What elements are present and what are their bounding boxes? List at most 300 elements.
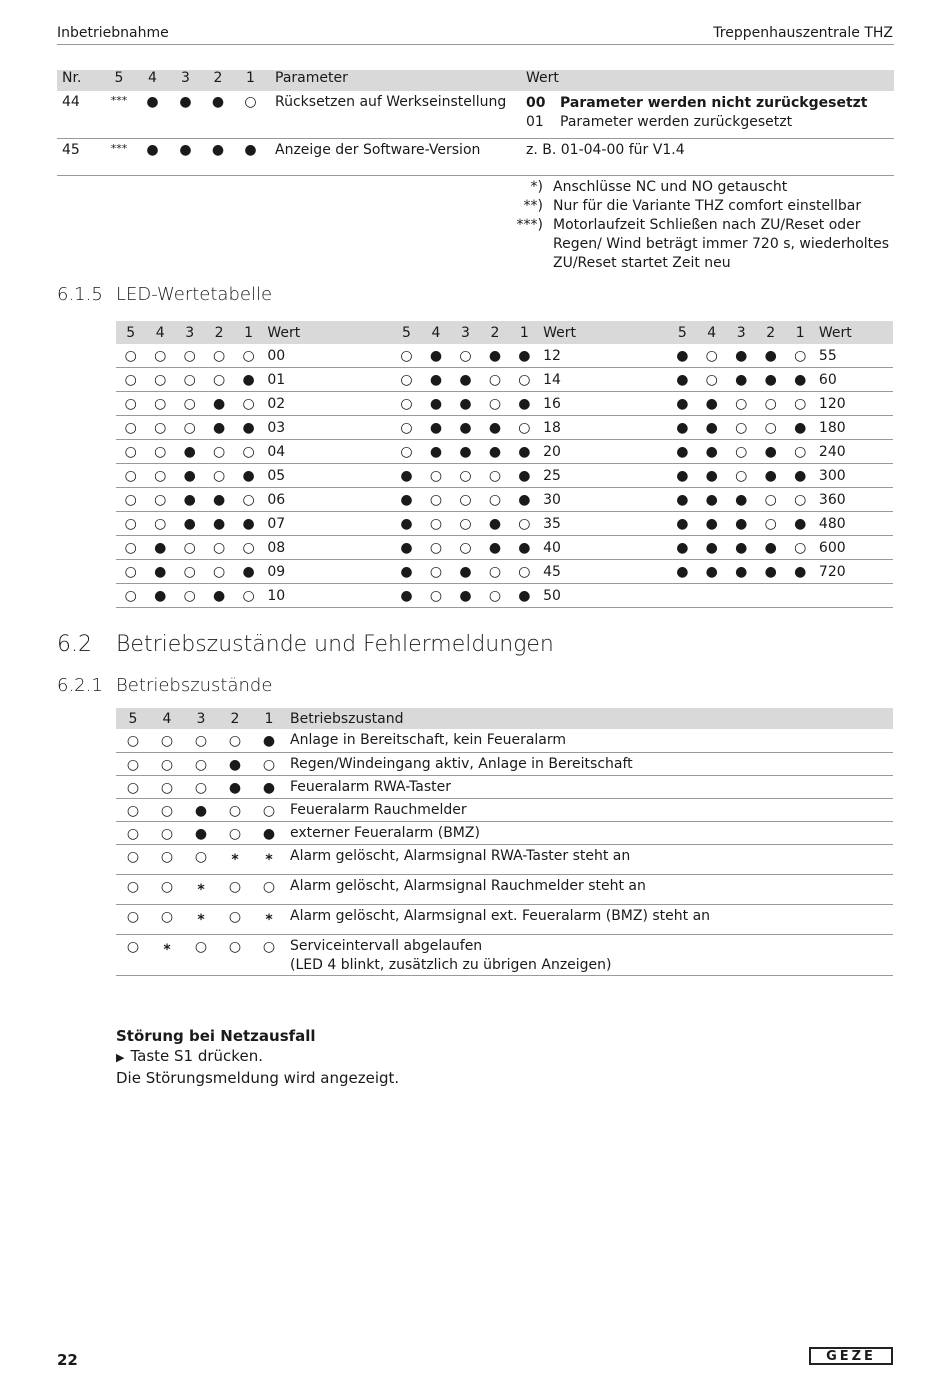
col-header-led: 2 [230, 710, 240, 727]
table-row [116, 344, 893, 368]
state-description [286, 729, 893, 752]
led-state: ○ [183, 395, 196, 412]
led-state: * [265, 851, 273, 868]
table-row [116, 584, 893, 608]
footnote-text: Motorlaufzeit Schließen nach ZU/Reset oder Regen/ Wind beträgt immer 720 s, wiederholtes ZU/Reset startet Zeit neu [553, 217, 890, 271]
led-value-table [116, 321, 893, 608]
state-text-line: Alarm gelöscht, Alarmsignal RWA-Taster steht an [290, 847, 631, 864]
led-state: ○ [735, 443, 748, 460]
param-name: Anzeige der Software-Version [275, 141, 481, 158]
running-header-left: Inbetriebnahme [57, 25, 169, 41]
led-value: 45 [543, 563, 561, 580]
col-header-led: 1 [244, 324, 254, 341]
led-state: ○ [228, 825, 242, 842]
state-text-line: Serviceintervall abgelaufen [290, 937, 483, 954]
led-state: ○ [183, 587, 196, 604]
led-state: ○ [705, 347, 718, 364]
led-state: ○ [183, 371, 196, 388]
led-state: ○ [126, 878, 140, 895]
led-state: ● [676, 347, 689, 364]
col-header-led3: 3 [181, 70, 190, 86]
led-state: ○ [518, 371, 531, 388]
led-value: 180 [818, 419, 846, 436]
table-row [116, 874, 893, 904]
led-value: 06 [267, 491, 286, 508]
led-state: ● [213, 515, 226, 532]
table-row [116, 392, 893, 416]
col-header-led: 3 [185, 324, 195, 341]
led-state: ● [676, 515, 689, 532]
table-row [57, 138, 894, 175]
led-state: ○ [429, 539, 443, 556]
led-state: ○ [183, 563, 196, 580]
led-state: ● [705, 539, 718, 556]
led-state: ○ [124, 515, 137, 532]
footnote-mark: ***) [516, 217, 543, 233]
led-state: ● [194, 825, 208, 842]
parameter-table [57, 70, 894, 176]
led-state: ● [179, 141, 192, 158]
table-row [116, 416, 893, 440]
led-state: ○ [160, 802, 174, 819]
col-header-led: 3 [196, 710, 206, 727]
led-state: ○ [488, 491, 502, 508]
led-state: ○ [400, 419, 413, 436]
led-state: *** [110, 141, 128, 155]
col-header-led: 1 [795, 324, 805, 341]
led-state: ● [183, 491, 196, 508]
col-header-wert: Wert [267, 324, 301, 341]
led-state: ○ [183, 539, 196, 556]
led-state: ○ [154, 371, 167, 388]
led-state: ○ [124, 539, 137, 556]
state-text-line: (LED 4 blinkt, zusätzlich zu übrigen Anzeigen) [290, 956, 612, 973]
geze-logo: GEZE [809, 1347, 893, 1365]
led-value: 25 [543, 467, 561, 484]
led-state: ● [518, 443, 531, 460]
led-state: ○ [262, 756, 276, 773]
led-state: ● [488, 539, 502, 556]
led-state: ● [705, 443, 718, 460]
led-value: 03 [267, 419, 286, 436]
led-state: ● [518, 491, 531, 508]
led-state: ● [183, 443, 196, 460]
led-state: ● [735, 491, 748, 508]
led-state: ● [213, 419, 226, 436]
led-state: ● [794, 467, 807, 484]
col-header-led: 2 [214, 324, 224, 341]
led-state: ● [676, 395, 689, 412]
led-value: 14 [543, 371, 561, 388]
led-state: ○ [126, 779, 140, 796]
col-header-state: Betriebszustand [290, 710, 404, 727]
led-state: ● [764, 539, 777, 556]
led-value: 20 [543, 443, 561, 460]
led-value: 18 [543, 419, 561, 436]
led-value: 240 [818, 443, 846, 460]
led-state: ○ [400, 347, 413, 364]
led-state: ○ [213, 371, 226, 388]
col-header-led: 4 [707, 324, 717, 341]
col-header-led: 2 [490, 324, 500, 341]
led-state: ○ [126, 848, 140, 865]
led-state: ○ [154, 467, 167, 484]
led-state: ● [183, 467, 196, 484]
footnote-text: Nur für die Variante THZ comfort einstellbar [553, 198, 862, 214]
led-state: ○ [429, 563, 443, 580]
state-text-line: Feueralarm Rauchmelder [290, 801, 467, 818]
table-row [116, 934, 893, 975]
led-state: ● [518, 395, 531, 412]
led-state: ○ [126, 802, 140, 819]
led-state: ● [764, 347, 777, 364]
led-state: ● [400, 515, 413, 532]
led-value: 09 [267, 563, 286, 580]
param-nr: 45 [62, 141, 80, 158]
led-state: ● [735, 563, 748, 580]
led-state: ● [213, 587, 226, 604]
led-state: ● [459, 587, 472, 604]
led-value: 10 [267, 587, 286, 604]
led-state: ○ [794, 443, 807, 460]
result-text: Die Störungsmeldung wird angezeigt. [116, 1069, 400, 1087]
state-description [286, 821, 893, 844]
led-value: 07 [267, 515, 286, 532]
led-state: ○ [160, 779, 174, 796]
state-description [286, 934, 893, 975]
led-state: ○ [228, 908, 242, 925]
led-value: 720 [818, 563, 846, 580]
led-state: ● [705, 395, 718, 412]
led-state: ● [213, 491, 226, 508]
led-state: ○ [213, 539, 226, 556]
led-value: 360 [818, 491, 846, 508]
led-state: ○ [124, 563, 137, 580]
operating-state-table [116, 708, 893, 976]
led-state: ● [488, 419, 502, 436]
led-state: ● [400, 539, 413, 556]
section-title: LED-Wertetabelle [116, 284, 273, 305]
led-state: ○ [794, 395, 807, 412]
col-header-led: 2 [766, 324, 776, 341]
value-code: 01 [526, 114, 544, 130]
power-failure-section [116, 1026, 399, 1088]
led-state: ● [794, 515, 807, 532]
led-state: ● [194, 802, 208, 819]
led-state: ○ [124, 467, 137, 484]
led-state: ○ [488, 563, 502, 580]
state-table-header [116, 708, 893, 729]
col-header-led: 1 [264, 710, 274, 727]
col-header-led5: 5 [114, 70, 124, 86]
led-state: ● [228, 756, 242, 773]
col-header-led: 4 [431, 324, 441, 341]
led-state: ● [676, 491, 689, 508]
led-state: ● [764, 563, 777, 580]
led-state [668, 584, 697, 608]
led-state: ● [211, 141, 225, 158]
led-state: ● [228, 779, 242, 796]
table-row [116, 536, 893, 560]
led-state: ● [242, 371, 255, 388]
parameter-table-header [57, 70, 894, 91]
led-state: ○ [194, 779, 208, 796]
led-state: ● [705, 563, 718, 580]
col-header-wert: Wert [818, 324, 852, 341]
led-state: ● [735, 539, 748, 556]
state-text-line: Alarm gelöscht, Alarmsignal Rauchmelder steht an [290, 877, 646, 894]
led-state: ○ [154, 419, 167, 436]
col-header-led: 5 [402, 324, 411, 341]
led-state: ● [400, 467, 413, 484]
led-state: ● [518, 539, 531, 556]
led-state: ○ [194, 848, 208, 865]
led-state: ○ [154, 515, 167, 532]
led-state: ○ [400, 395, 413, 412]
led-value: 35 [543, 515, 561, 532]
col-header-nr: Nr. [62, 70, 82, 86]
led-state: ● [429, 347, 443, 364]
led-state: ● [244, 141, 257, 158]
led-value: 04 [267, 443, 286, 460]
col-header-led: 4 [162, 710, 172, 727]
led-state: ● [735, 515, 748, 532]
led-state: ○ [262, 878, 276, 895]
led-state: ● [242, 419, 255, 436]
led-value: 08 [267, 539, 286, 556]
led-state: ● [794, 419, 807, 436]
led-value: 120 [818, 395, 846, 412]
section-number: 6.2.1 [57, 675, 103, 696]
led-state: ● [146, 141, 159, 158]
led-state: * [197, 911, 205, 928]
led-state: ● [705, 467, 718, 484]
footnote-mark: *) [530, 179, 543, 195]
value-text: Parameter werden nicht zurückgesetzt [560, 95, 868, 111]
led-state: ○ [183, 347, 196, 364]
footnote-text: Anschlüsse NC und NO getauscht [553, 179, 788, 195]
led-state: ○ [518, 419, 531, 436]
led-value: 300 [818, 467, 846, 484]
col-header-parameter: Parameter [275, 70, 348, 86]
table-row [116, 464, 893, 488]
led-state: ● [429, 371, 443, 388]
led-state: ○ [242, 587, 255, 604]
header-rule [57, 44, 894, 45]
led-state: *** [110, 94, 128, 107]
led-state: ● [154, 587, 167, 604]
led-state: ○ [124, 587, 137, 604]
led-value: 600 [818, 539, 846, 556]
led-state: ● [262, 733, 276, 749]
footnotes [505, 178, 895, 273]
led-state: ○ [228, 938, 242, 955]
led-state: ● [262, 825, 276, 842]
led-state [697, 584, 726, 608]
value-text: Parameter werden zurückgesetzt [560, 114, 793, 130]
table-row [116, 821, 893, 844]
col-header-led2: 2 [213, 70, 223, 86]
led-state: ● [518, 347, 531, 364]
led-state: * [163, 941, 171, 958]
state-text-line: Feueralarm RWA-Taster [290, 778, 452, 795]
led-state: ○ [488, 587, 502, 604]
led-state [785, 584, 814, 608]
led-state: ○ [124, 347, 137, 364]
led-state: ● [705, 419, 718, 436]
led-state: * [197, 881, 205, 898]
led-state: ● [488, 347, 502, 364]
led-state: * [231, 851, 239, 868]
state-text-line: externer Feueralarm (BMZ) [290, 824, 480, 841]
led-state: ● [676, 443, 689, 460]
led-state: ● [242, 563, 255, 580]
led-state: ○ [124, 443, 137, 460]
section-title: Betriebszustände und Fehlermeldungen [116, 632, 554, 657]
led-state: ○ [244, 94, 257, 110]
table-row [116, 798, 893, 821]
led-state: ○ [126, 938, 140, 955]
led-state: ○ [160, 825, 174, 842]
led-state: ○ [183, 419, 196, 436]
led-state: ○ [154, 491, 167, 508]
led-state: ○ [518, 563, 531, 580]
led-state: ○ [228, 878, 242, 895]
col-header-led: 1 [519, 324, 529, 341]
led-state: ○ [488, 467, 502, 484]
led-state: ● [764, 467, 777, 484]
led-state: * [265, 911, 273, 928]
led-state: ○ [794, 347, 807, 364]
led-state: ● [429, 395, 443, 412]
led-state: ○ [262, 938, 276, 955]
led-state: ○ [126, 908, 140, 925]
led-state: ○ [794, 539, 807, 556]
led-value: 480 [818, 515, 846, 532]
state-description [286, 904, 893, 934]
led-state: ○ [429, 587, 443, 604]
led-state: ● [676, 371, 689, 388]
led-state: ● [400, 491, 413, 508]
led-state: ○ [735, 467, 748, 484]
col-header-led: 5 [677, 324, 687, 341]
led-state: ● [213, 395, 226, 412]
led-state: ● [429, 443, 443, 460]
led-state: ○ [705, 371, 718, 388]
led-state: ○ [228, 802, 242, 819]
led-state: ● [242, 467, 255, 484]
led-state: ○ [194, 733, 208, 749]
state-description [286, 844, 893, 874]
param-nr: 44 [62, 94, 80, 110]
led-state: ● [400, 563, 413, 580]
led-state: ○ [126, 825, 140, 842]
power-failure-heading: Störung bei Netzausfall [116, 1027, 316, 1045]
section-number: 6.1.5 [57, 284, 103, 305]
led-value: 55 [818, 347, 837, 364]
led-state: ○ [459, 491, 472, 508]
led-state: ○ [160, 733, 174, 749]
state-text-line: Anlage in Bereitschaft, kein Feueralarm [290, 732, 567, 748]
col-header-led4: 4 [148, 70, 157, 86]
led-state: ○ [160, 908, 174, 925]
table-row [57, 91, 894, 138]
footnote-mark: **) [523, 198, 543, 214]
state-text-line: Alarm gelöscht, Alarmsignal ext. Feueralarm (BMZ) steht an [290, 907, 711, 924]
led-state: ○ [124, 395, 137, 412]
led-state: ● [211, 94, 225, 110]
led-state: ○ [459, 347, 472, 364]
state-description [286, 775, 893, 798]
led-state: ○ [242, 539, 255, 556]
led-state: ● [518, 587, 531, 604]
led-state: ● [764, 443, 777, 460]
led-state: ● [518, 467, 531, 484]
led-value: 02 [267, 395, 286, 412]
led-state: ● [459, 419, 472, 436]
table-row [116, 560, 893, 584]
led-state: ○ [400, 371, 413, 388]
led-state: ○ [124, 419, 137, 436]
led-state: ○ [262, 802, 276, 819]
led-state: ○ [124, 371, 137, 388]
col-header-led1: 1 [246, 70, 255, 86]
led-state: ○ [459, 467, 472, 484]
led-state: ● [794, 371, 807, 388]
led-state: ● [735, 371, 748, 388]
table-row [116, 512, 893, 536]
led-state: ● [676, 563, 689, 580]
col-header-led: 3 [736, 324, 746, 341]
table-row [116, 844, 893, 874]
led-state: ● [488, 443, 502, 460]
led-value: 50 [543, 587, 561, 604]
led-value: 16 [543, 395, 561, 412]
col-header-led: 3 [460, 324, 470, 341]
led-state: ● [262, 779, 276, 796]
led-state: ○ [488, 395, 502, 412]
led-state: ● [764, 371, 777, 388]
led-state: ○ [194, 938, 208, 955]
led-state: ○ [213, 563, 226, 580]
led-state: ○ [154, 347, 167, 364]
step-marker-icon: ▶ [116, 1051, 125, 1064]
page-number: 22 [57, 1351, 78, 1369]
led-state: ● [459, 563, 472, 580]
led-state: ○ [154, 443, 167, 460]
led-state: ○ [764, 515, 777, 532]
table-row [116, 729, 893, 752]
led-state: ○ [160, 878, 174, 895]
led-value: 05 [267, 467, 286, 484]
led-state: ● [179, 94, 192, 110]
led-state [756, 584, 785, 608]
led-value: 40 [543, 539, 561, 556]
led-state: ● [154, 563, 167, 580]
led-state: ○ [242, 443, 255, 460]
led-state: ○ [518, 515, 531, 532]
led-state: ● [459, 395, 472, 412]
led-state: ○ [213, 467, 226, 484]
led-state: ○ [735, 395, 748, 412]
led-state: ○ [764, 419, 777, 436]
led-value: 12 [543, 347, 561, 364]
param-values [520, 91, 894, 138]
col-header-led: 5 [128, 710, 138, 727]
led-state: ○ [126, 733, 140, 749]
led-state: ● [183, 515, 196, 532]
led-state: ○ [242, 491, 255, 508]
